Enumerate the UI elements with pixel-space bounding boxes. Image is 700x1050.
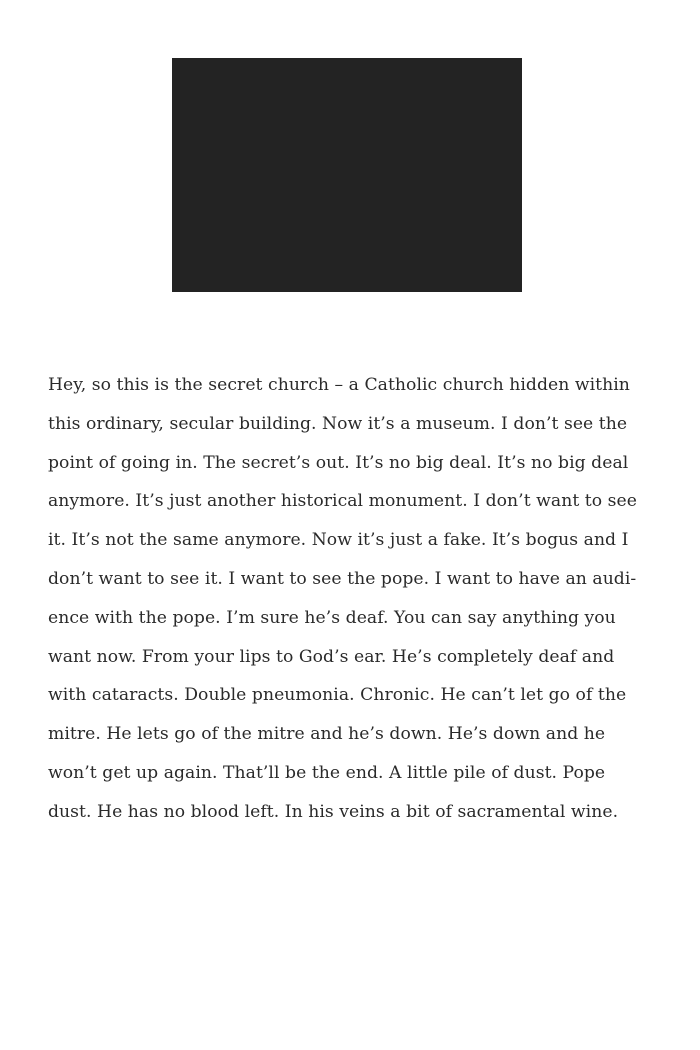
- body-text: [48, 366, 658, 832]
- text-line: this ordinary, secular building. Now it’s a museum. I don’t see the: [48, 413, 628, 434]
- text-line: don’t want to see it. I want to see the pope. I want to have an audi-: [48, 568, 637, 589]
- text-line: dust. He has no blood left. In his veins a bit of sacramental wine.: [48, 801, 619, 822]
- text-line: anymore. It’s just another historical monument. I don’t want to see: [48, 491, 637, 512]
- text-line: point of going in. The secret’s out. It’s no big deal. It’s no big deal: [48, 452, 629, 473]
- text-line: won’t get up again. That’ll be the end. A little pile of dust. Pope: [48, 762, 606, 783]
- text-line: Hey, so this is the secret church – a Catholic church hidden within: [48, 375, 630, 395]
- text-line: ence with the pope. I’m sure he’s deaf. You can say anything you: [48, 607, 616, 628]
- text-line: want now. From your lips to God’s ear. He’s completely deaf and: [48, 646, 615, 667]
- text-line: with cataracts. Double pneumonia. Chronic. He can’t let go of the: [48, 685, 627, 706]
- text-line: mitre. He lets go of the mitre and he’s down. He’s down and he: [48, 724, 606, 745]
- image-placeholder: [172, 58, 522, 292]
- text-line: it. It’s not the same anymore. Now it’s just a fake. It’s bogus and I: [48, 530, 629, 551]
